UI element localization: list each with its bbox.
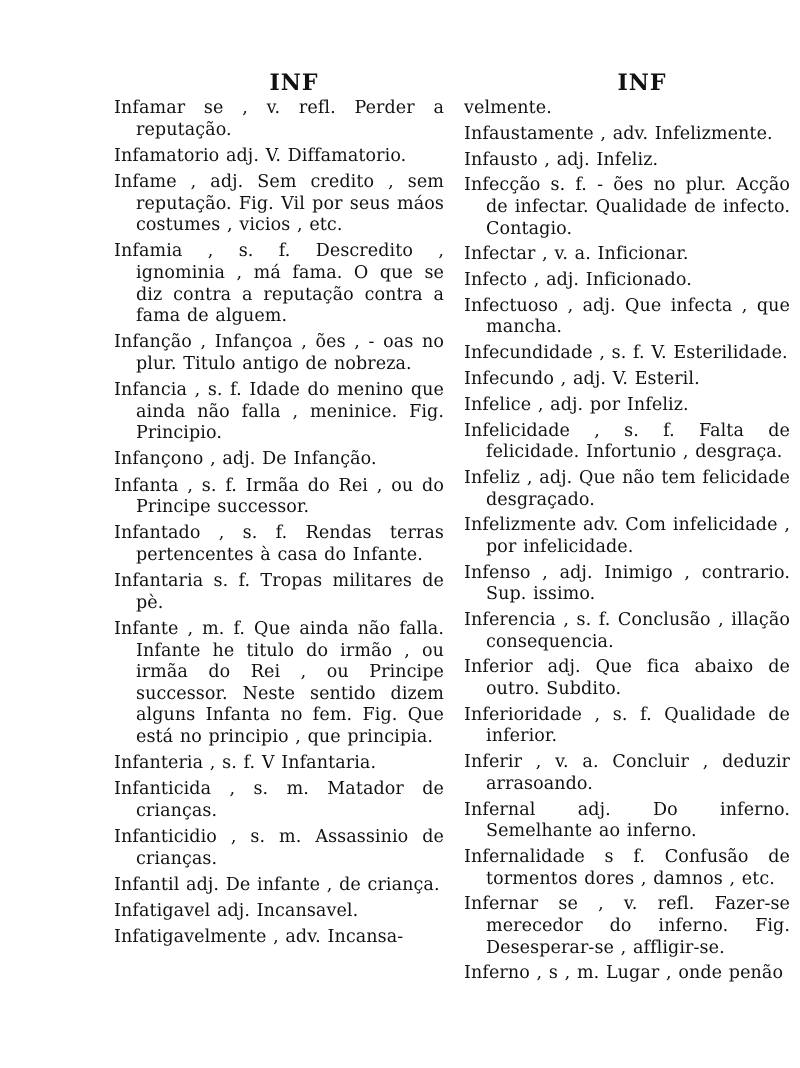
dictionary-entry: Inferencia , s. f. Conclusão , illação consequencia.: [464, 610, 790, 652]
dictionary-entry: Infamar se , v. refl. Perder a reputação.: [114, 98, 444, 140]
dictionary-entry: Infante , m. f. Que ainda não falla. Infante he titulo do irmão , ou irmãa do Rei , ou Principe successor. Neste sentido dizem alguns Infanta no fem. Fig. Que está no principio , que principia.: [114, 619, 444, 747]
dictionary-entry: Infamia , s. f. Descredito , ignominia , má fama. O que se diz contra a reputação contra a fama de alguem.: [114, 241, 444, 327]
dictionary-entry: Infame , adj. Sem credito , sem reputação. Fig. Vil por seus máos costumes , vicios , etc.: [114, 171, 444, 236]
right-column: [464, 68, 790, 989]
left-column-header: INF: [269, 70, 319, 96]
dictionary-entry: Inferno , s , m. Lugar , onde penão: [464, 963, 784, 984]
dictionary-entry: Infanticida , s. m. Matador de crianças.: [114, 779, 444, 821]
dictionary-entry: Infaustamente , adv. Infelizmente.: [464, 123, 773, 144]
dictionary-entry: Infecundo , adj. V. Esteril.: [464, 369, 700, 390]
dictionary-entry: Infausto , adj. Infeliz.: [464, 149, 659, 170]
dictionary-entry: Infeliz , adj. Que não tem felicidade desgraçado.: [464, 467, 790, 510]
dictionary-entry: Infanteria , s. f. V Infantaria.: [114, 753, 377, 774]
dictionary-entry: Infelice , adj. por Infeliz.: [464, 394, 689, 415]
dictionary-entry: Infantado , s. f. Rendas terras pertencentes à casa do Infante.: [114, 523, 444, 566]
dictionary-entry: Infanção , Infançoa , ões , - oas no plur. Titulo antigo de nobreza.: [114, 332, 444, 374]
dictionary-entry: velmente.: [464, 98, 552, 118]
dictionary-entry: Infançono , adj. De Infanção.: [114, 449, 377, 470]
dictionary-entry: Infantaria s. f. Tropas militares de pè.: [114, 571, 444, 613]
dictionary-entry: Infernar se , v. refl. Fazer-se merecedor do inferno. Fig. Desesperar-se , affligir-se.: [464, 894, 790, 958]
dictionary-entry: Infectuoso , adj. Que infecta , que mancha.: [464, 295, 790, 338]
dictionary-entry: Infelizmente adv. Com infelicidade , por infelicidade.: [464, 515, 790, 557]
dictionary-entry: Infenso , adj. Inimigo , contrario. Sup. issimo.: [464, 562, 790, 605]
dictionary-entry: Infecto , adj. Inficionado.: [464, 270, 692, 291]
dictionary-entry: Infatigavel adj. Incansavel.: [114, 901, 359, 922]
dictionary-entry: Inferir , v. a. Concluir , deduzir arrasoando.: [464, 752, 790, 794]
dictionary-entry: Infecundidade , s. f. V. Esterilidade.: [464, 343, 788, 364]
dictionary-entry: Infanta , s. f. Irmãa do Rei , ou do Principe successor.: [114, 475, 444, 518]
dictionary-entry: Infatigavelmente , adv. Incansa-: [114, 927, 404, 948]
dictionary-entry: Infanticidio , s. m. Assassinio de crianças.: [114, 827, 444, 869]
dictionary-entry: Infectar , v. a. Inficionar.: [464, 244, 689, 265]
dictionary-entry: Infernalidade s f. Confusão de tormentos dores , damnos , etc.: [464, 846, 790, 889]
dictionary-entry: Inferior adj. Que fica abaixo de outro. Subdito.: [464, 657, 790, 700]
dictionary-entry: Infamatorio adj. V. Diffamatorio.: [114, 145, 407, 166]
left-column: [114, 68, 444, 953]
dictionary-entry: Infecção s. f. - ões no plur. Acção de infectar. Qualidade de infecto. Contagio.: [464, 175, 790, 239]
dictionary-entry: Infelicidade , s. f. Falta de felicidade. Infortunio , desgraça.: [464, 420, 790, 463]
dictionary-entry: Infernal adj. Do inferno. Semelhante ao inferno.: [464, 799, 790, 842]
dictionary-entry: Infantil adj. De infante , de criança.: [114, 874, 440, 895]
dictionary-entry: Infancia , s. f. Idade do menino que ainda não falla , meninice. Fig. Principio.: [114, 380, 444, 444]
right-column-header: INF: [617, 70, 667, 96]
dictionary-entry: Inferioridade , s. f. Qualidade de inferior.: [464, 704, 790, 747]
